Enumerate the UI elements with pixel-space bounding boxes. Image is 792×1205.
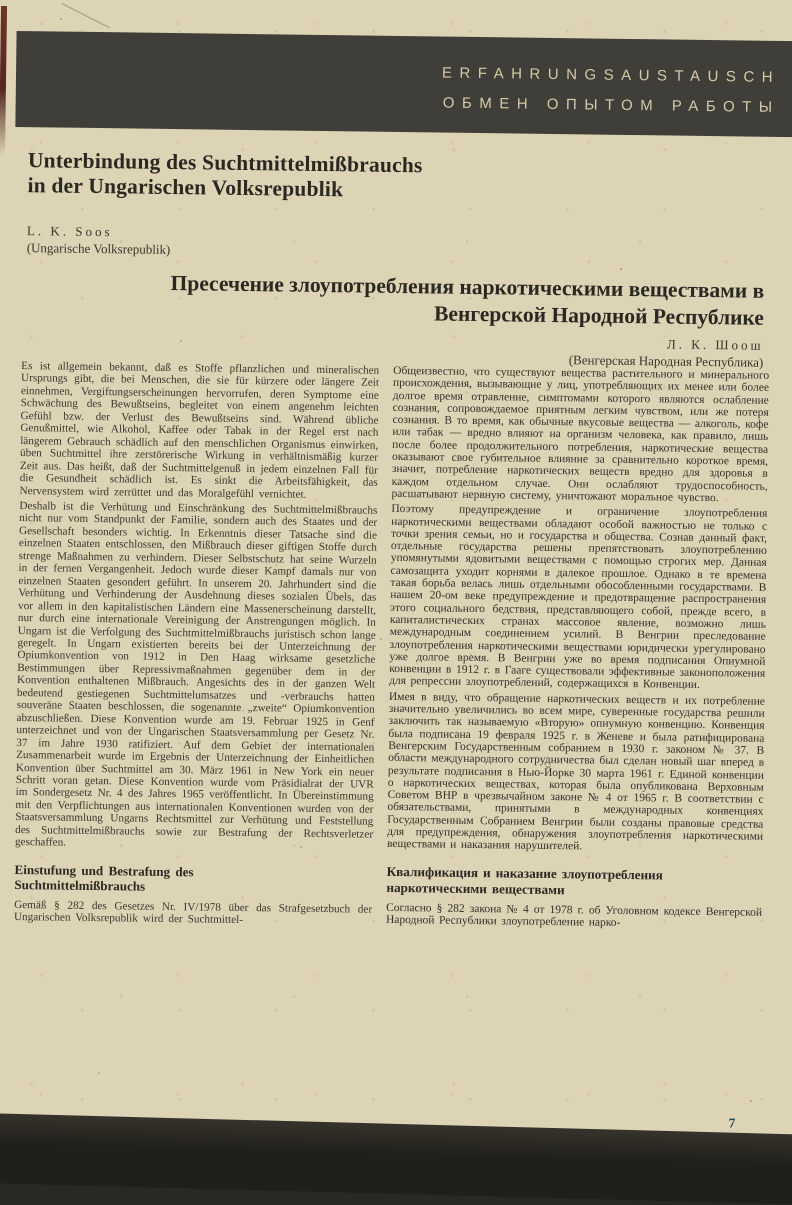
rubric-banner xyxy=(15,31,792,137)
author-name-german: L. K. Soos xyxy=(26,223,113,240)
german-section-heading: Einstufung und Bestrafung des Suchtmittelmißbrauchs xyxy=(14,861,194,894)
german-paragraph-1: Es ist allgemein bekannt, daß es Stoffe pflanzlichen und mineralischen Ursprungs gibt, die bei Menschen, die sie für kürzere oder längere Zeit einnehmen, Vergiftungserscheinungen hervorrufen, deren Symptome eine Schwächung des Bewußtseins, begleitet von einem angenehm leichten Gefühl bzw. der Verlust des Bewußtseins sind. Während übliche Genußmittel, wie Alkohol, Kaffee oder Tabak in der Regel erst nach längerem Gebrauch schädlich auf den menschlichen Organismus einwirken, üben Suchtmittel ihre zerstörerische Wirkung in verhältnismäßig kurzer Zeit aus. Das heißt, daß der Suchtmittelgenuß in jedem einzelnen Fall für die Gesundheit schädlich ist. Es sinkt die Arbeitsfähigkeit, das Nervensystem wird zerrüttet und das Moralgefühl vernichtet. xyxy=(19,360,380,501)
russian-section-heading: Квалификация и наказание злоупотребления наркотическими веществами xyxy=(386,863,663,897)
author-block-german xyxy=(27,222,171,258)
russian-paragraph-3: Имея в виду, что обращение наркотических веществ и их потребление значительно увеличились во всем мире, суверенные государства решили заключить так называемую «Вторую» опиумную конвенцию. Конвенция была подписана 19 февраля 1925 г. в Женеве и была ратифицирована Венгерским Государственным собранием в 1930 г. законом № 37. В области международного сотрудничества был сделан новый шаг вперед в результате подписания в Нью-Йорке 30 марта 1961 г. Единой конвенции о наркотических веществах, которая была опубликована Верховным Советом ВНР в чрезвычайном законе № 4 от 1965 г. В соответствии с обязательствами, принятыми в международных конвенциях Государственным Собранием Венгрии были созданы правовые средства для предупреждения, обнаружения злоупотребления наркотическими веществами и наказания нарушителей. xyxy=(386,690,765,853)
article-title-german-line1: Unterbindung des Suchtmittelmißbrauchs xyxy=(27,148,423,178)
article-title-german-line2: in der Ungarischen Volksrepublik xyxy=(27,173,344,202)
author-affiliation-russian: (Венгерская Народная Республика) xyxy=(568,352,764,370)
russian-column xyxy=(386,365,769,933)
author-name-russian: Л. К. Шоош xyxy=(666,336,764,353)
article-title-russian-line2: Венгерской Народной Республике xyxy=(433,301,765,330)
russian-paragraph-1: Общеизвестно, что существуют вещества растительного и минерального происхождения, вызывающие у лиц, употребляющих их менее или более долгое время отравление, симптомами которого являются ослабление сознания, сопровождаемое приятным легким чувством, или же потеря сознания. В то время, как обычные вкусовые вещества — алкоголь, кофе или табак — вредно влияют на организм человека, как правило, лишь после более продолжительного потребления, наркотические вещества оказывают свое губительное влияние за сравнительно короткое время, значит, потребление наркотических веществ вредно для здоровья в каждом отдельном случае. Они ослабляют трудоспособность, расшатывают нервную систему, уничтожают моральное чувство. xyxy=(391,364,770,505)
two-column-body xyxy=(14,360,769,933)
german-paragraph-2: Deshalb ist die Verhütung und Einschränkung des Suchtmittelmißbrauchs nicht nur vom Standpunkt der Familie, sondern auch des Staates und der Gesellschaft besonders wichtig. In Erkenntnis dieser Tatsache sind die einzelnen Staaten entschlossen, den Mißbrauch dieser giftigen Stoffe durch strenge Maßnahmen zu verhindern. Dieser Selbstschutz hat seine Wurzeln in der fernen Vergangenheit. Jedoch wurde dieser Kampf damals nur von einzelnen Staaten gesondert geführt. In unserem 20. Jahrhundert sind die Verhütung und Verhinderung der Ausdehnung dieses sozialen Übels, das vor allem in den kapitalistischen Ländern eine Massenerscheinung darstellt, nur durch eine internationale Vereinigung der Anstrengungen möglich. In Ungarn ist die Verfolgung des Suchtmittelmißbrauchs juristisch schon lange geregelt. In Ungarn existierten bereits bei der Unterzeichnung der Opiumkonvention von 1912 in Den Haag wirksame gesetzliche Bestimmungen über Repressivmaßnahmen gegenüber dem in der Konvention enthaltenen Mißbrauch. Angesichts des in der ganzen Welt bedeutend gestiegenen Suchtmittelumsatzes und -verbrauchs hatten souveräne Staaten beschlossen, die sogenannte „zweite“ Opiumkonvention abzuschließen. Diese Konvention wurde am 19. Februar 1925 in Genf unterzeichnet und von der Ungarischen Staatsversammlung per Gesetz Nr. 37 im Jahre 1930 ratifiziert. Auf dem Gebiet der internationalen Zusammenarbeit wurde im Ergebnis der Unterzeichnung der Einheitlichen Konvention über Suchtmittel am 30. März 1961 in New York ein neuer Schritt voran getan. Diese Konvention wurde vom Präsidialrat der UVR im Sondergesetz Nr. 4 des Jahres 1965 veröffentlicht. In Übereinstimmung mit den Verpflichtungen aus internationalen Konventionen wurden von der Staatsversammlung Ungarns Rechtsmittel zur Verhütung und Feststellung des Suchtmittelmißbrauchs sowie zur Bestrafung der Rechtsverletzer geschaffen. xyxy=(14,500,378,849)
rubric-title-german: ERFAHRUNGSAUSTAUSCH xyxy=(441,64,781,86)
article-title-russian xyxy=(26,268,765,332)
russian-paragraph-2: Поэтому предупреждение и ограничение злоупотребления наркотическими веществами обладают особой важностью не только с точки зрения семьи, но и государства и общества. Сознав данный факт, отдельные государства решены препятствовать злоупотреблению упомянутыми ядовитыми веществами с помощью строгих мер. Данная самозащита уходит корнями в далекое прошлое. Однако в те времена такая борьба велась лишь отдельными обособленными государствами. В нашем 20-ом веке предупреждение и предотвращение распространения этого социального бедствия, представляющего собой, прежде всего, в капиталистических странах массовое явление, возможно лишь международным соединением усилий. В Венгрии преследование злоупотребления наркотическими веществами юридически урегулировано уже долгое время. В Венгрии уже во время подписания Опиумной конвенции в 1912 г. в Гааге существовали эффективные законоположения для репрессии злоупотреблений, содержащихся в Конвенции. xyxy=(389,503,768,692)
russian-paragraph-4: Согласно § 282 закона № 4 от 1978 г. об Уголовном кодексе Венгерской Народной Республики злоупотребление нарко- xyxy=(385,901,763,929)
article-title-russian-line1: Пресечение злоупотребления наркотическими веществами в xyxy=(170,270,765,303)
german-column xyxy=(14,360,379,928)
german-paragraph-3: Gemäß § 282 des Gesetzes Nr. IV/1978 über das Strafgesetzbuch der Ungarischen Volksrepublik wird der Suchtmittel- xyxy=(13,898,373,927)
author-affiliation-german: (Ungarische Volksrepublik) xyxy=(26,240,171,257)
article-title-german xyxy=(27,148,628,206)
page-number: 7 xyxy=(728,1115,736,1131)
rubric-title-russian: ОБМЕН ОПЫТОМ РАБОТЫ xyxy=(442,94,780,116)
